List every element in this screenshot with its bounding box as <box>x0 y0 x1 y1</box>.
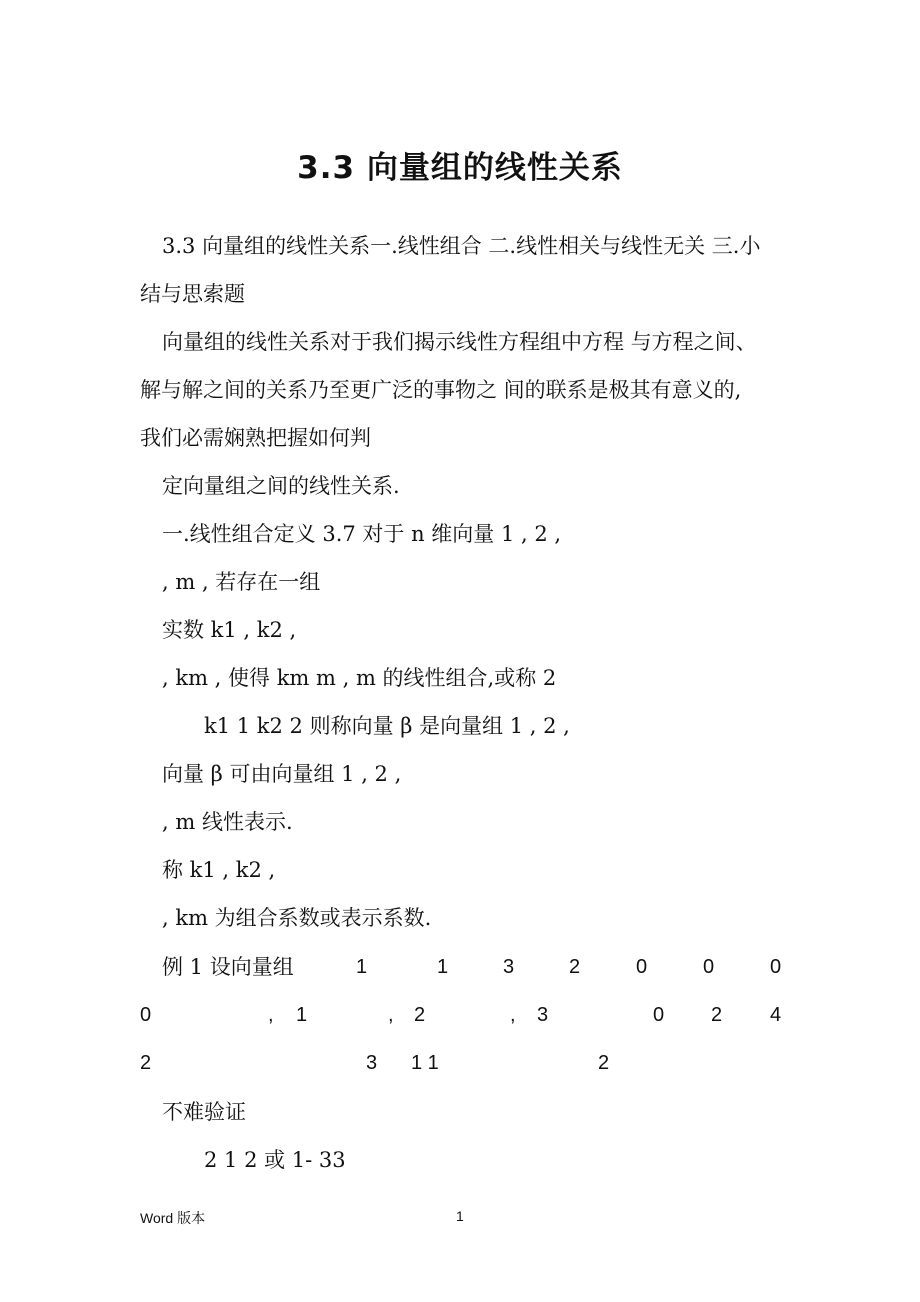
example-value: , <box>388 1004 394 1026</box>
paragraph-line: , m , 若存在一组 <box>162 570 321 594</box>
example-value: 2 <box>140 1052 152 1074</box>
example-value: , <box>268 1004 274 1026</box>
example-value: 3 <box>503 956 515 978</box>
example-value: 0 <box>140 1004 152 1026</box>
example-value: 2 <box>569 956 581 978</box>
example-value: 0 <box>770 956 782 978</box>
paragraph-line: 称 k1 , k2 , <box>162 858 276 882</box>
paragraph-line: 3.3 向量组的线性关系一.线性组合 二.线性相关与线性无关 三.小 <box>162 234 761 258</box>
example-value: 1 1 <box>411 1052 439 1074</box>
footer-label: Word 版本 <box>140 1210 206 1226</box>
paragraph-line: 我们必需娴熟把握如何判 <box>140 426 371 450</box>
example-value: 0 <box>636 956 648 978</box>
paragraph-line: 结与思索题 <box>140 282 245 306</box>
example-value: 4 <box>770 1004 782 1026</box>
example-value: 3 <box>537 1004 549 1026</box>
paragraph-line: 实数 k1 , k2 , <box>162 618 297 642</box>
example-value: 2 <box>598 1052 610 1074</box>
example-value: 1 <box>356 956 368 978</box>
paragraph-line: 向量 β 可由向量组 1 , 2 , <box>162 762 402 786</box>
example-value: 2 <box>711 1004 723 1026</box>
document-title: 3.3 向量组的线性关系 <box>297 150 623 186</box>
page-number: 1 <box>456 1208 464 1224</box>
paragraph-line: , km , 使得 km m , m 的线性组合,或称 2 <box>162 666 557 690</box>
paragraph-line: 2 1 2 或 1- 33 <box>204 1148 346 1172</box>
paragraph-line: , m 线性表示. <box>162 810 293 834</box>
example-value: 1 <box>296 1004 308 1026</box>
example-value: 1 <box>437 956 449 978</box>
example-value: , <box>510 1004 516 1026</box>
paragraph-line: 向量组的线性关系对于我们揭示线性方程组中方程 与方程之间、 <box>162 330 757 354</box>
paragraph-line: 定向量组之间的线性关系. <box>162 474 400 498</box>
example-value: 0 <box>703 956 715 978</box>
example-value: 3 <box>366 1052 378 1074</box>
paragraph-line: 解与解之间的关系乃至更广泛的事物之 间的联系是极其有意义的, <box>140 378 742 402</box>
paragraph-line: , km 为组合系数或表示系数. <box>162 906 432 930</box>
example-value: 2 <box>414 1004 426 1026</box>
paragraph-line: 一.线性组合定义 3.7 对于 n 维向量 1 , 2 , <box>162 522 562 546</box>
paragraph-line: k1 1 k2 2 则称向量 β 是向量组 1 , 2 , <box>204 714 570 738</box>
example-label: 例 1 设向量组 <box>162 955 294 979</box>
example-value: 0 <box>653 1004 665 1026</box>
paragraph-line: 不难验证 <box>162 1100 246 1124</box>
